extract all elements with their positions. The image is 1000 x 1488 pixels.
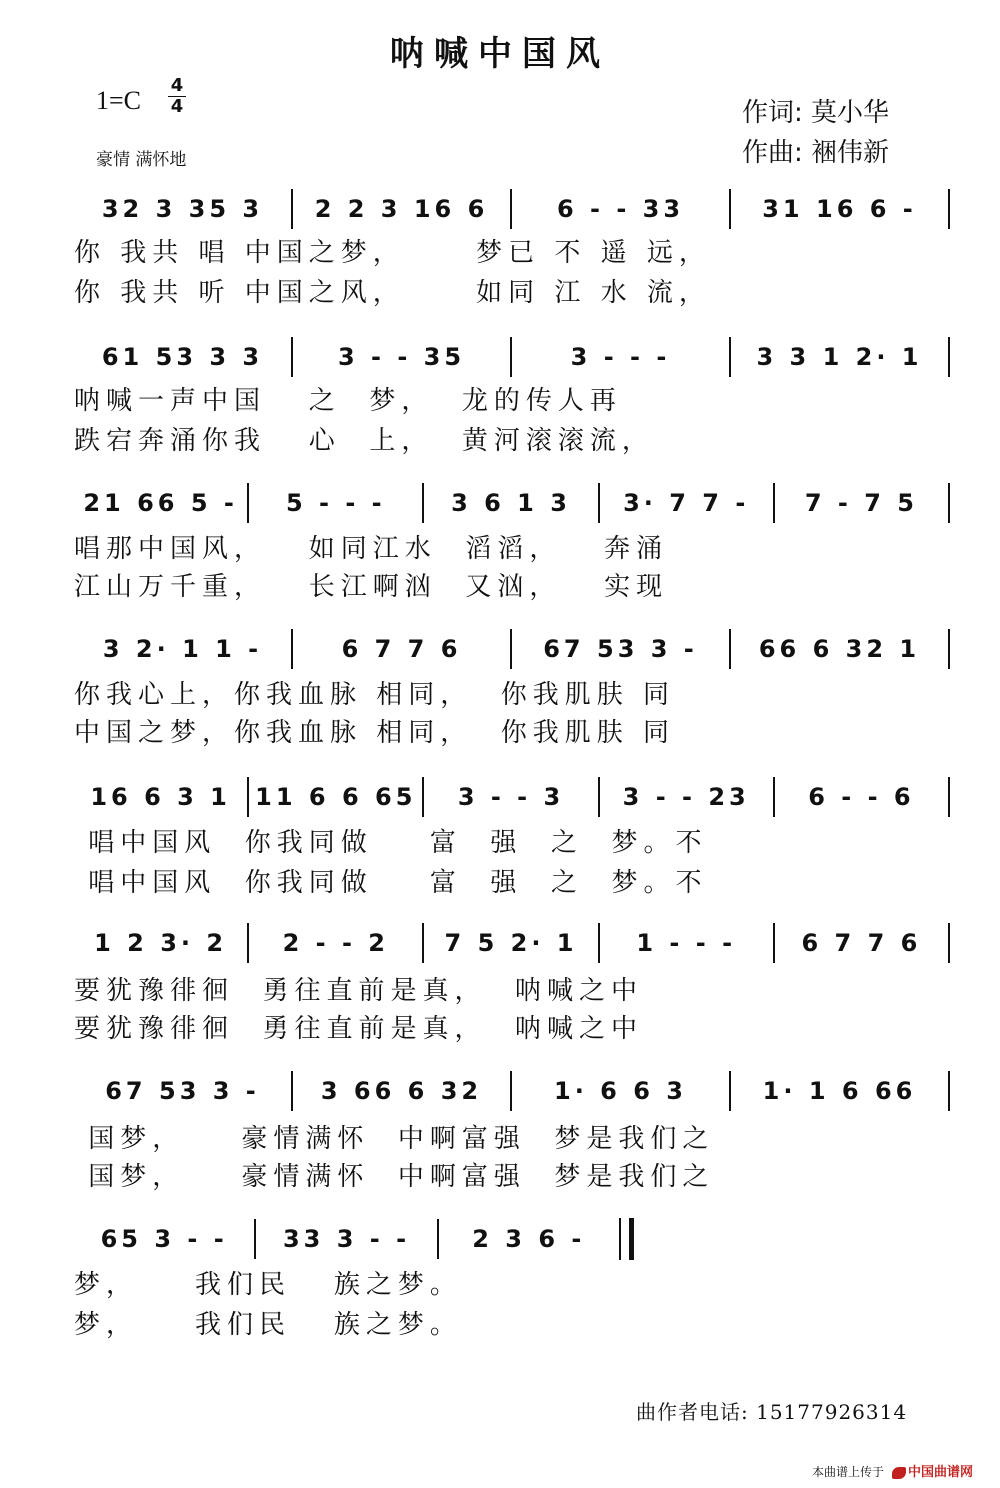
lyric-line-verse-2: 跌宕奔涌你我 心 上， 黄河滚滚流， (74, 426, 654, 456)
bar-line (948, 777, 950, 817)
final-bar-line (619, 1218, 634, 1260)
measure: 2 - - 2 (282, 929, 389, 957)
measure: 1· 6 6 3 (554, 1077, 687, 1105)
site-logo (892, 1461, 973, 1480)
measure: 3 - - 23 (622, 783, 750, 811)
song-title: 呐喊中国风 (390, 34, 610, 74)
measure: 33 3 - - (282, 1225, 411, 1253)
measure: 31 16 6 - (762, 195, 917, 223)
bar-line (948, 629, 950, 669)
lyric-line-verse-1: 唱中国风 你我同做 富 强 之 梦。不 (74, 828, 708, 858)
lyric-line-verse-2: 梦， 我们民 族之梦。 (74, 1310, 462, 1340)
measure: 3 66 6 32 (320, 1077, 483, 1105)
measure: 7 - 7 5 (804, 489, 918, 517)
bar-line (948, 189, 950, 229)
tempo-marking: 豪情 满怀地 (96, 150, 187, 170)
measure: 32 3 35 3 (101, 195, 264, 223)
measure: 6 7 7 6 (801, 929, 922, 957)
measure: 2 2 3 16 6 (314, 195, 489, 223)
measure: 3 - - 35 (337, 343, 466, 371)
lyric-line-verse-1: 唱那中国风， 如同江水 滔滔， 奔涌 (74, 534, 669, 564)
lyric-line-verse-1: 呐喊一声中国 之 梦， 龙的传人再 (74, 386, 622, 416)
lyric-line-verse-2: 唱中国风 你我同做 富 强 之 梦。不 (74, 868, 708, 898)
measure: 16 6 3 1 (90, 783, 231, 811)
composer-credit: 作曲: 裍伟新 (742, 138, 890, 168)
measure: 5 - - - (285, 489, 386, 517)
measure: 3 - - 3 (457, 783, 565, 811)
measure: 11 6 6 65 (255, 783, 417, 811)
lyric-line-verse-1: 你我心上，你我血脉 相同， 你我肌肤 同 (74, 680, 676, 710)
lyric-line-verse-1: 要犹豫徘徊 勇往直前是真， 呐喊之中 (74, 976, 644, 1006)
measure: 2 3 6 - (472, 1225, 586, 1253)
lyric-line-verse-2: 中国之梦，你我血脉 相同， 你我肌肤 同 (74, 718, 676, 748)
measure: 66 6 32 1 (758, 635, 921, 663)
measure: 21 66 5 - (83, 489, 238, 517)
bar-line (948, 337, 950, 377)
bar-line (948, 923, 950, 963)
measure: 3· 7 7 - (623, 489, 750, 517)
site-logo-icon (892, 1467, 906, 1479)
lyric-line-verse-2: 国梦， 豪情满怀 中啊富强 梦是我们之 (74, 1162, 715, 1192)
measure: 6 - - 33 (556, 195, 685, 223)
measure: 1 - - - (636, 929, 737, 957)
measure: 6 7 7 6 (341, 635, 462, 663)
notation-line (74, 480, 950, 526)
upload-note: 本曲谱上传于 (812, 1465, 885, 1479)
notation-line (74, 920, 950, 966)
time-signature (168, 76, 186, 117)
measure: 67 53 3 - (105, 1077, 260, 1105)
lyric-line-verse-2: 你 我共 听 中国之风， 如同 江 水 流， (74, 278, 711, 308)
bar-line (948, 483, 950, 523)
meter-top: 4 (170, 75, 184, 96)
lyric-line-verse-1: 你 我共 唱 中国之梦， 梦已 不 遥 远， (74, 238, 711, 268)
measure: 3 2· 1 1 - (102, 635, 263, 663)
measure: 3 6 1 3 (451, 489, 571, 517)
key-signature: 1=C (96, 86, 142, 115)
lyric-line-verse-2: 要犹豫徘徊 勇往直前是真， 呐喊之中 (74, 1014, 644, 1044)
measure: 61 53 3 3 (101, 343, 264, 371)
notation-line (74, 1068, 950, 1114)
measure: 1 2 3· 2 (94, 929, 228, 957)
lyric-line-verse-1: 国梦， 豪情满怀 中啊富强 梦是我们之 (74, 1124, 715, 1154)
meter-bottom: 4 (170, 96, 184, 117)
measure: 7 5 2· 1 (444, 929, 578, 957)
measure: 1· 1 6 66 (762, 1077, 917, 1105)
bar-line (948, 1071, 950, 1111)
notation-line (74, 774, 950, 820)
site-name: 中国曲谱网 (908, 1465, 974, 1480)
lyricist-credit: 作词: 莫小华 (742, 98, 890, 128)
lyric-line-verse-1: 梦， 我们民 族之梦。 (74, 1270, 462, 1300)
measure: 65 3 - - (100, 1225, 228, 1253)
notation-line (74, 186, 950, 232)
measure: 6 - - 6 (808, 783, 915, 811)
measure: 3 - - - (570, 343, 671, 371)
notation-line (74, 626, 950, 672)
notation-line (74, 334, 950, 380)
notation-line (74, 1216, 634, 1262)
measure: 67 53 3 - (543, 635, 698, 663)
measure: 3 3 1 2· 1 (756, 343, 923, 371)
composer-phone: 曲作者电话: 15177926314 (636, 1400, 908, 1424)
lyric-line-verse-2: 江山万千重， 长江啊汹 又汹， 实现 (74, 572, 669, 602)
